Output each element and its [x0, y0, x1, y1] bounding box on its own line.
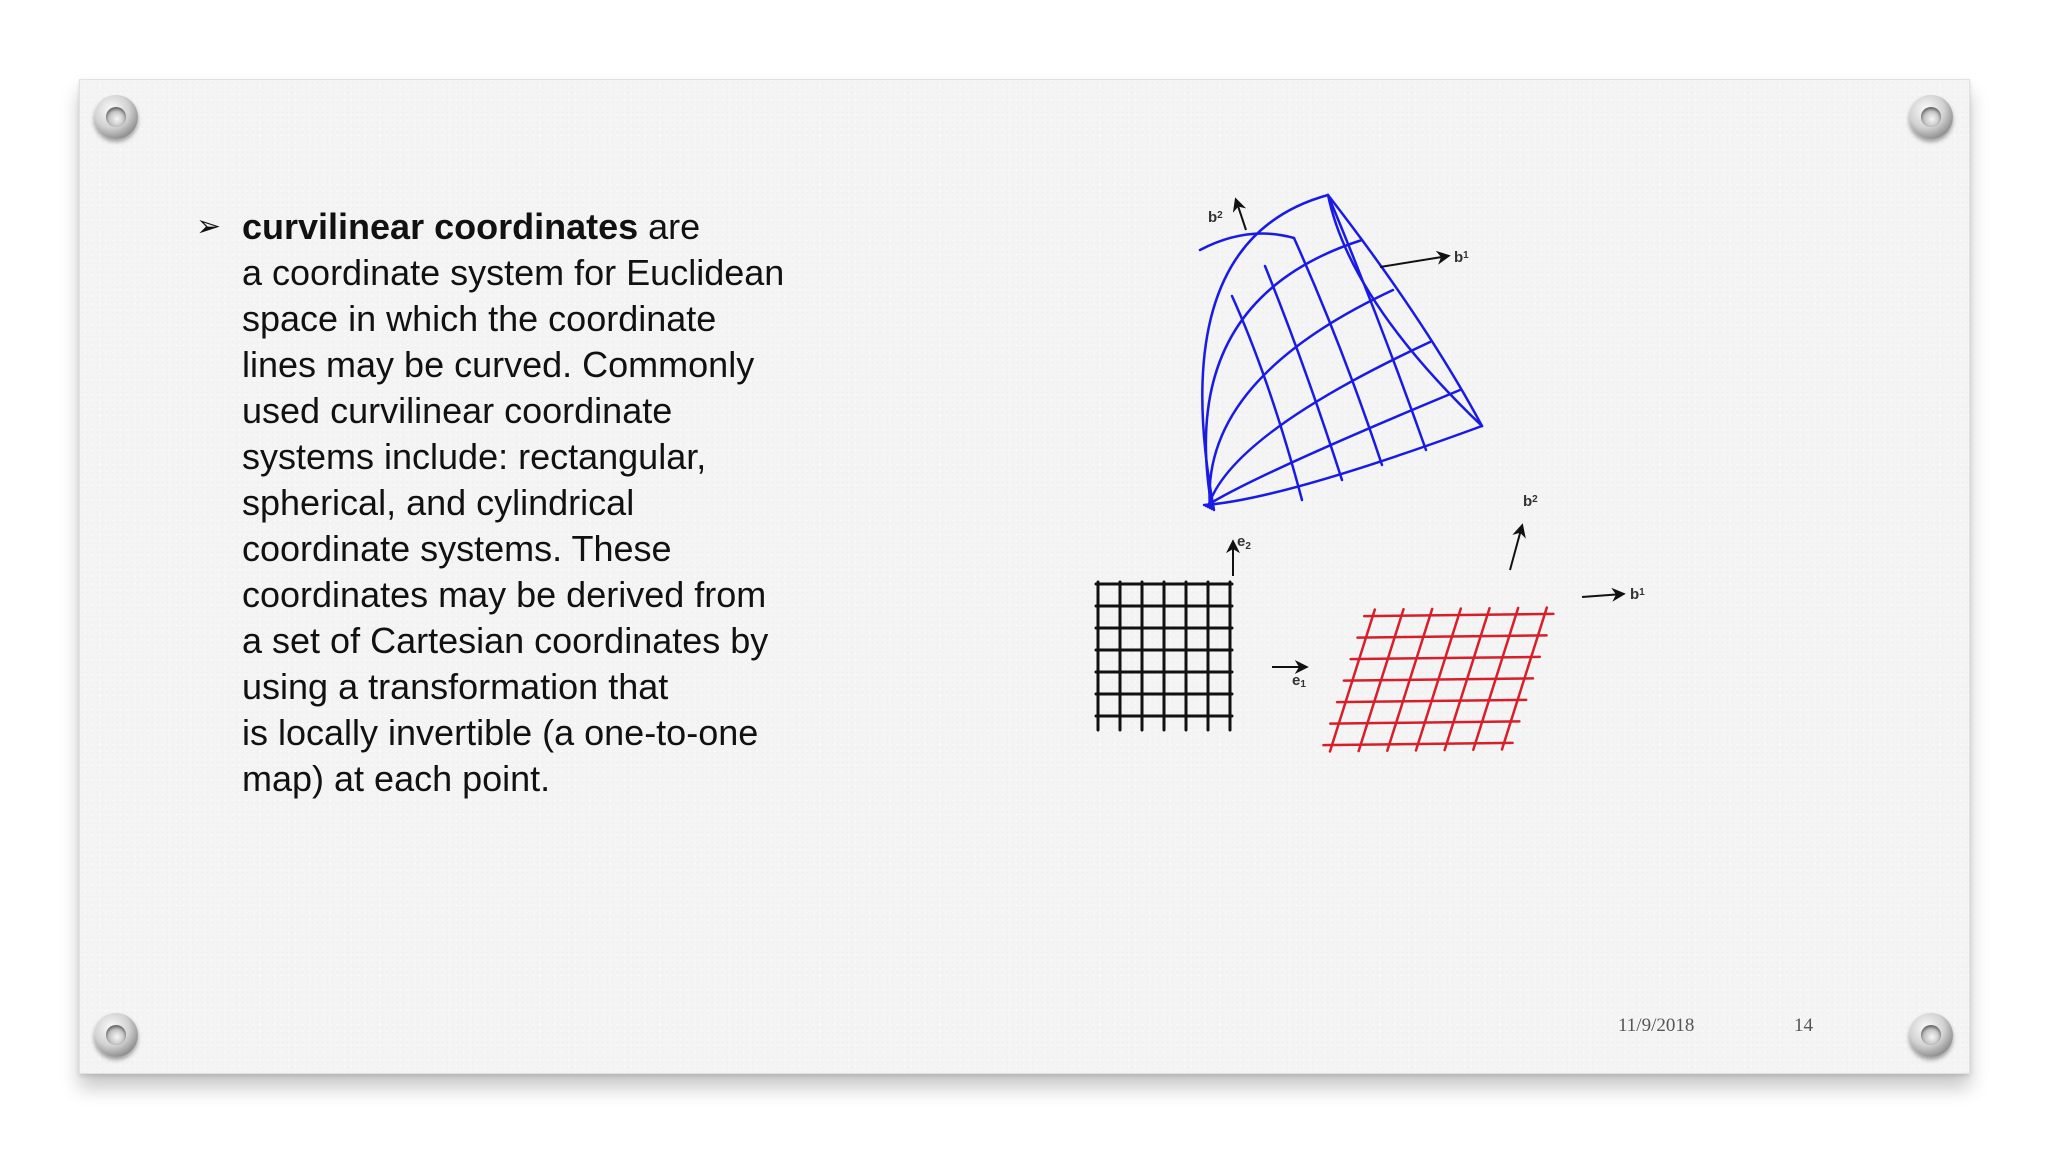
curvilinear-grid-line	[1210, 290, 1393, 508]
bullet-line: a coordinate system for Euclidean	[242, 252, 785, 293]
rivet-top-left-icon	[94, 95, 138, 139]
bullet-line-first	[242, 204, 856, 250]
cartesian-e2-label: $e_2$	[1237, 533, 1251, 552]
curvilinear-grid-line	[1204, 426, 1482, 505]
bullet-text	[242, 204, 856, 802]
curvilinear-grid-line	[1265, 266, 1342, 480]
coordinate-systems-diagram	[1080, 180, 1680, 760]
bullet-line: using a transformation that	[242, 666, 669, 707]
bullet-line: coordinate systems. These	[242, 528, 672, 569]
oblique-b2-arrow-icon	[1510, 526, 1522, 570]
bullet-line: used curvilinear coordinate	[242, 390, 673, 431]
curved-b2-label: $b^2$	[1208, 209, 1223, 226]
coordinate-systems-figure	[1080, 180, 1680, 760]
bullet-line: a set of Cartesian coordinates by	[242, 620, 769, 661]
oblique-grid	[1323, 608, 1553, 752]
curved-b1-arrow-icon	[1380, 256, 1448, 267]
bullet-line: is locally invertible (a one-to-one	[242, 712, 759, 753]
rivet-bottom-right-icon	[1909, 1013, 1953, 1057]
bullet-line: systems include: rectangular,	[242, 436, 707, 477]
oblique-b2-label: $b^2$	[1523, 493, 1538, 510]
curved-b1-label: $b^1$	[1454, 249, 1469, 266]
bullet-line: spherical, and cylindrical	[242, 482, 635, 523]
curvilinear-grid-line	[1328, 195, 1426, 450]
cartesian-e1-label: e1	[1292, 672, 1306, 690]
bullet-line: coordinates may be derived from	[242, 574, 767, 615]
curvilinear-grid-line	[1202, 195, 1328, 510]
oblique-b1-arrow-icon	[1582, 594, 1623, 597]
oblique-b1-label: $b^1$	[1630, 586, 1645, 603]
curvilinear-grid	[1200, 195, 1482, 510]
cartesian-grid	[1096, 582, 1232, 730]
bullet-line: map) at each point.	[242, 758, 551, 799]
bullet-line: are	[638, 206, 701, 247]
curved-b2-arrow-icon	[1236, 200, 1246, 230]
rivet-top-right-icon	[1909, 95, 1953, 139]
bullet-line: lines may be curved. Commonly	[242, 344, 755, 385]
slide-page-number: 14	[1794, 1015, 1813, 1036]
curvilinear-grid-line	[1200, 234, 1294, 250]
bullet-point	[196, 204, 856, 802]
slide-date: 11/9/2018	[1618, 1015, 1695, 1036]
bold-term: curvilinear coordinates	[242, 206, 639, 247]
arrow-bullet-icon: ➢	[196, 210, 222, 243]
bullet-line: space in which the coordinate	[242, 298, 717, 339]
curvilinear-grid-line	[1294, 238, 1382, 465]
rivet-bottom-left-icon	[94, 1013, 138, 1057]
